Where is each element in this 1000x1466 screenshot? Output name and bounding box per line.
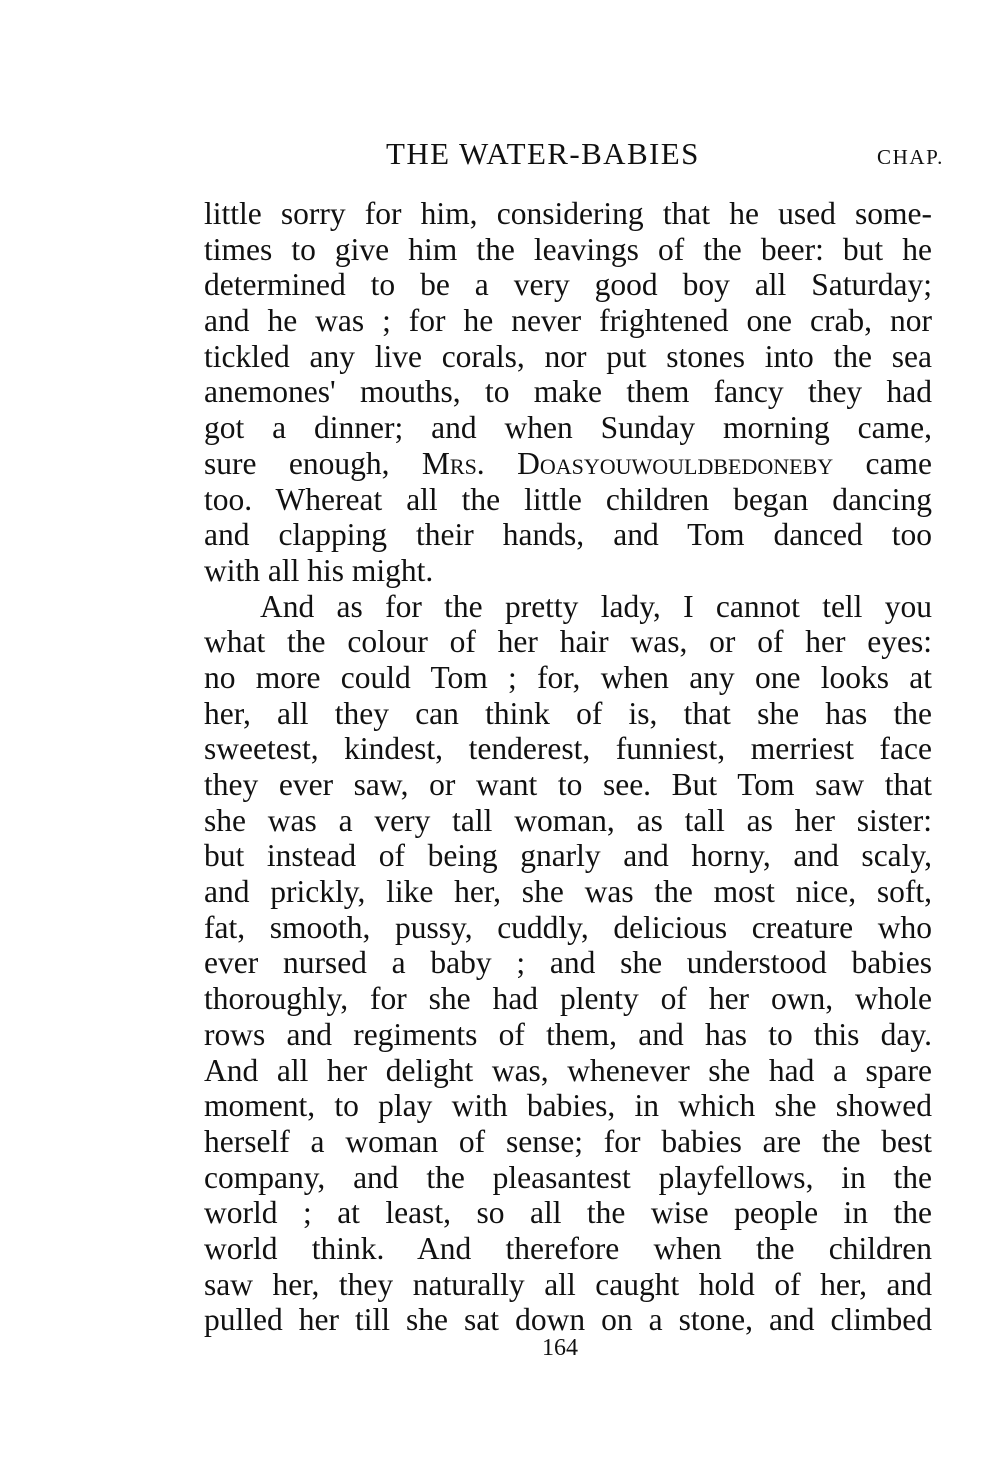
- text-line: saw her, they naturally all caught hold of her, and: [204, 1266, 932, 1302]
- text-line: herself a woman of sense; for babies are the best: [204, 1123, 932, 1159]
- text-line: little sorry for him, considering that he used some-: [204, 196, 932, 231]
- body-text: [204, 196, 932, 1338]
- text-line: no more could Tom ; for, when any one looks at: [204, 659, 932, 695]
- running-head: [208, 128, 944, 178]
- paragraph-start-line: And as for the pretty lady, I cannot tell you: [260, 588, 932, 624]
- text-line: moment, to play with babies, in which she showed: [204, 1088, 932, 1124]
- text-line: fat, smooth, pussy, cuddly, delicious creature who: [204, 909, 932, 945]
- text-line: but instead of being gnarly and horny, and scaly,: [204, 838, 932, 874]
- text-line: ever nursed a baby ; and she understood babies: [204, 945, 932, 981]
- text-line: sure enough, Mrs. Doasyouwouldbedoneby came: [204, 445, 932, 481]
- text-line: and he was ; for he never frightened one crab, nor: [204, 303, 932, 339]
- text-line: her, all they can think of is, that she has the: [204, 695, 932, 731]
- text-line: and clapping their hands, and Tom danced too: [204, 517, 932, 553]
- text-line: too. Whereat all the little children began dancing: [204, 481, 932, 517]
- page-number: 164: [542, 1335, 578, 1361]
- text-line: rows and regiments of them, and has to this day.: [204, 1016, 932, 1052]
- text-line: world ; at least, so all the wise people in the: [204, 1195, 932, 1231]
- paragraph-end-line: with all his might.: [204, 552, 434, 588]
- text-line: tickled any live corals, nor put stones into the sea: [204, 338, 932, 374]
- character-name: Mrs. Doasyouwouldbedoneby: [421, 445, 834, 481]
- text-line: they ever saw, or want to see. But Tom saw that: [204, 767, 932, 802]
- text-line: got a dinner; and when Sunday morning came,: [204, 410, 932, 446]
- text-line: And all her delight was, whenever she had a spare: [204, 1052, 932, 1088]
- text-line: company, and the pleasantest playfellows, in the: [204, 1159, 932, 1195]
- text-line: anemones' mouths, to make them fancy they had: [204, 374, 932, 410]
- text-line: what the colour of her hair was, or of her eyes:: [204, 624, 932, 660]
- text-line: world think. And therefore when the children: [204, 1230, 932, 1266]
- book-title: THE WATER-BABIES: [386, 136, 700, 171]
- text-line: times to give him the leavings of the beer: but he: [204, 231, 932, 267]
- text-line: determined to be a very good boy all Saturday;: [204, 267, 932, 303]
- text-line: sweetest, kindest, tenderest, funniest, merriest face: [204, 731, 932, 767]
- text-line: pulled her till she sat down on a stone, and climbed: [204, 1302, 932, 1338]
- text-line: thoroughly, for she had plenty of her own, whole: [204, 981, 932, 1017]
- text-line: and prickly, like her, she was the most nice, soft,: [204, 874, 932, 910]
- chapter-label: CHAP.: [877, 145, 944, 169]
- text-line: she was a very tall woman, as tall as her sister:: [204, 802, 932, 838]
